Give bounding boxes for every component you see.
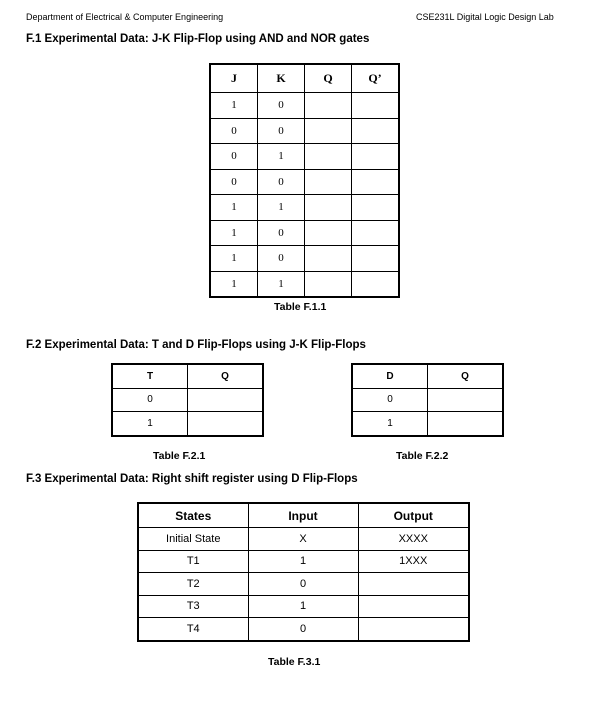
header-department: Department of Electrical & Computer Engineering xyxy=(26,12,224,22)
cell-input: X xyxy=(248,528,358,551)
cell-q xyxy=(428,412,504,436)
cell-j: 1 xyxy=(210,195,258,221)
t-flipflop-table xyxy=(111,363,264,437)
table-row xyxy=(112,412,263,436)
table-row xyxy=(352,388,503,412)
cell-k: 0 xyxy=(258,93,305,119)
section-f1-title: F.1 Experimental Data: J-K Flip-Flop using AND and NOR gates xyxy=(26,33,370,45)
cell-state: T3 xyxy=(138,595,248,618)
cell-state: T4 xyxy=(138,618,248,641)
header-course: CSE231L Digital Logic Design Lab xyxy=(416,12,554,22)
cell-j: 0 xyxy=(210,169,258,195)
cell-k: 0 xyxy=(258,220,305,246)
cell-output: 1XXX xyxy=(358,550,469,573)
header-cell-q: Q xyxy=(188,364,264,388)
jk-flipflop-table xyxy=(209,63,400,298)
cell-q xyxy=(428,388,504,412)
cell-q-bar xyxy=(352,195,400,221)
cell-q-bar xyxy=(352,271,400,297)
cell-output xyxy=(358,595,469,618)
d-flipflop-table xyxy=(351,363,504,437)
cell-k: 0 xyxy=(258,118,305,144)
cell-k: 0 xyxy=(258,246,305,272)
header-cell-d: D xyxy=(352,364,428,388)
table-row xyxy=(210,220,399,246)
header-cell-t: T xyxy=(112,364,188,388)
table-row xyxy=(210,144,399,170)
table-row xyxy=(352,412,503,436)
table-row xyxy=(138,528,469,551)
cell-q xyxy=(305,220,352,246)
cell-t: 0 xyxy=(112,388,188,412)
table-row xyxy=(138,618,469,641)
cell-output xyxy=(358,618,469,641)
cell-j: 0 xyxy=(210,144,258,170)
cell-q-bar xyxy=(352,220,400,246)
cell-input: 1 xyxy=(248,595,358,618)
cell-q xyxy=(305,118,352,144)
cell-q xyxy=(305,169,352,195)
cell-j: 1 xyxy=(210,246,258,272)
cell-j: 1 xyxy=(210,220,258,246)
table-row xyxy=(138,550,469,573)
cell-q xyxy=(188,388,264,412)
shift-register-table xyxy=(137,502,470,642)
table-row xyxy=(210,246,399,272)
table-row xyxy=(138,573,469,596)
cell-input: 1 xyxy=(248,550,358,573)
cell-k: 1 xyxy=(258,144,305,170)
cell-j: 1 xyxy=(210,93,258,119)
table-row xyxy=(210,271,399,297)
cell-d: 0 xyxy=(352,388,428,412)
header-cell-q: Q xyxy=(305,64,352,93)
header-cell-output: Output xyxy=(358,503,469,528)
cell-output xyxy=(358,573,469,596)
cell-q-bar xyxy=(352,169,400,195)
cell-q-bar xyxy=(352,118,400,144)
header-cell-q-bar: Q’ xyxy=(352,64,400,93)
header-cell-input: Input xyxy=(248,503,358,528)
section-f2-title: F.2 Experimental Data: T and D Flip-Flops using J-K Flip-Flops xyxy=(26,339,366,351)
cell-q-bar xyxy=(352,246,400,272)
caption-table-f11: Table F.1.1 xyxy=(274,301,327,313)
table-header-row xyxy=(352,364,503,388)
header-cell-k: K xyxy=(258,64,305,93)
table-row xyxy=(210,195,399,221)
cell-input: 0 xyxy=(248,573,358,596)
cell-k: 1 xyxy=(258,195,305,221)
cell-d: 1 xyxy=(352,412,428,436)
caption-table-f31: Table F.3.1 xyxy=(268,656,321,668)
cell-q xyxy=(305,195,352,221)
cell-t: 1 xyxy=(112,412,188,436)
cell-k: 1 xyxy=(258,271,305,297)
cell-j: 1 xyxy=(210,271,258,297)
table-header-row xyxy=(112,364,263,388)
cell-q xyxy=(305,246,352,272)
section-f3-title: F.3 Experimental Data: Right shift register using D Flip-Flops xyxy=(26,473,358,485)
table-row xyxy=(210,169,399,195)
header-cell-q: Q xyxy=(428,364,504,388)
table-row xyxy=(138,595,469,618)
cell-state: Initial State xyxy=(138,528,248,551)
cell-q xyxy=(305,144,352,170)
table-header-row xyxy=(138,503,469,528)
cell-q-bar xyxy=(352,93,400,119)
table-row xyxy=(210,118,399,144)
cell-k: 0 xyxy=(258,169,305,195)
table-header-row xyxy=(210,64,399,93)
header-cell-j: J xyxy=(210,64,258,93)
cell-state: T1 xyxy=(138,550,248,573)
cell-input: 0 xyxy=(248,618,358,641)
table-row xyxy=(112,388,263,412)
cell-q-bar xyxy=(352,144,400,170)
cell-q xyxy=(188,412,264,436)
cell-q xyxy=(305,271,352,297)
cell-q xyxy=(305,93,352,119)
cell-state: T2 xyxy=(138,573,248,596)
table-row xyxy=(210,93,399,119)
cell-output: XXXX xyxy=(358,528,469,551)
cell-j: 0 xyxy=(210,118,258,144)
caption-table-f21: Table F.2.1 xyxy=(153,450,206,462)
caption-table-f22: Table F.2.2 xyxy=(396,450,449,462)
header-cell-states: States xyxy=(138,503,248,528)
